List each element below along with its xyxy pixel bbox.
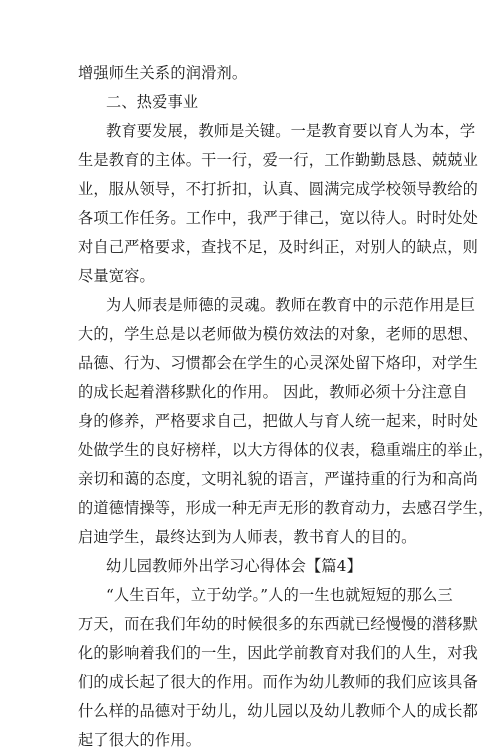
text-line: 尽量宽容。 [78, 267, 155, 285]
text-line: 业，服从领导，不打折扣，认真、圆满完成学校领导教给的 [78, 180, 479, 198]
text-line: 的道德情操等，形成一种无声无形的教育动力，去感召学生， [78, 499, 494, 517]
text-line: 什么样的品德对于幼儿，幼儿园以及幼儿教师个人的成长都 [78, 702, 479, 720]
text-line: 为人师表是师德的灵魂。教师在教育中的示范作用是巨 [106, 296, 476, 314]
text-line: 的成长起着潜移默化的作用。 因此，教师必须十分注意自 [78, 383, 468, 401]
text-line: 生是教育的主体。干一行，爱一行，工作勤勤恳恳、兢兢业 [78, 151, 479, 169]
text-line: 品德、行为、习惯都会在学生的心灵深处留下烙印，对学生 [78, 354, 479, 372]
text-line: 化的影响着我们的一生，因此学前教育对我们的人生，对我 [78, 644, 479, 662]
text-line: 大的，学生总是以老师做为模仿效法的对象，老师的思想、 [78, 325, 479, 343]
text-line: 各项工作任务。工作中，我严于律己，宽以待人。时时处处 [78, 209, 479, 227]
section-heading: 二、热爱事业 [106, 93, 199, 111]
text-line: 亲切和蔼的态度，文明礼貌的语言，严谨持重的行为和高尚 [78, 470, 479, 488]
text-line: 起了很大的作用。 [78, 731, 202, 749]
text-line: 万天，而在我们年幼的时候很多的东西就已经慢慢的潜移默 [78, 615, 479, 633]
text-line: 对自己严格要求，查找不足，及时纠正，对别人的缺点，则 [78, 238, 479, 256]
section-heading: 幼儿园教师外出学习心得体会【篇4】 [106, 557, 363, 575]
text-line: “人生百年，立于幼学。”人的一生也就短短的那么三 [106, 586, 453, 604]
text-line: 们的成长起了很大的作用。而作为幼儿教师的我们应该具备 [78, 673, 479, 691]
text-line: 处做学生的良好榜样，以大方得体的仪表，稳重端庄的举止， [78, 441, 494, 459]
text-line: 启迪学生，最终达到为人师表，教书育人的目的。 [78, 528, 417, 546]
text-line: 增强师生关系的润滑剂。 [78, 64, 248, 82]
text-line: 身的修养，严格要求自己，把做人与育人统一起来，时时处 [78, 412, 479, 430]
text-line: 教育要发展，教师是关键。一是教育要以育人为本，学 [106, 122, 476, 140]
